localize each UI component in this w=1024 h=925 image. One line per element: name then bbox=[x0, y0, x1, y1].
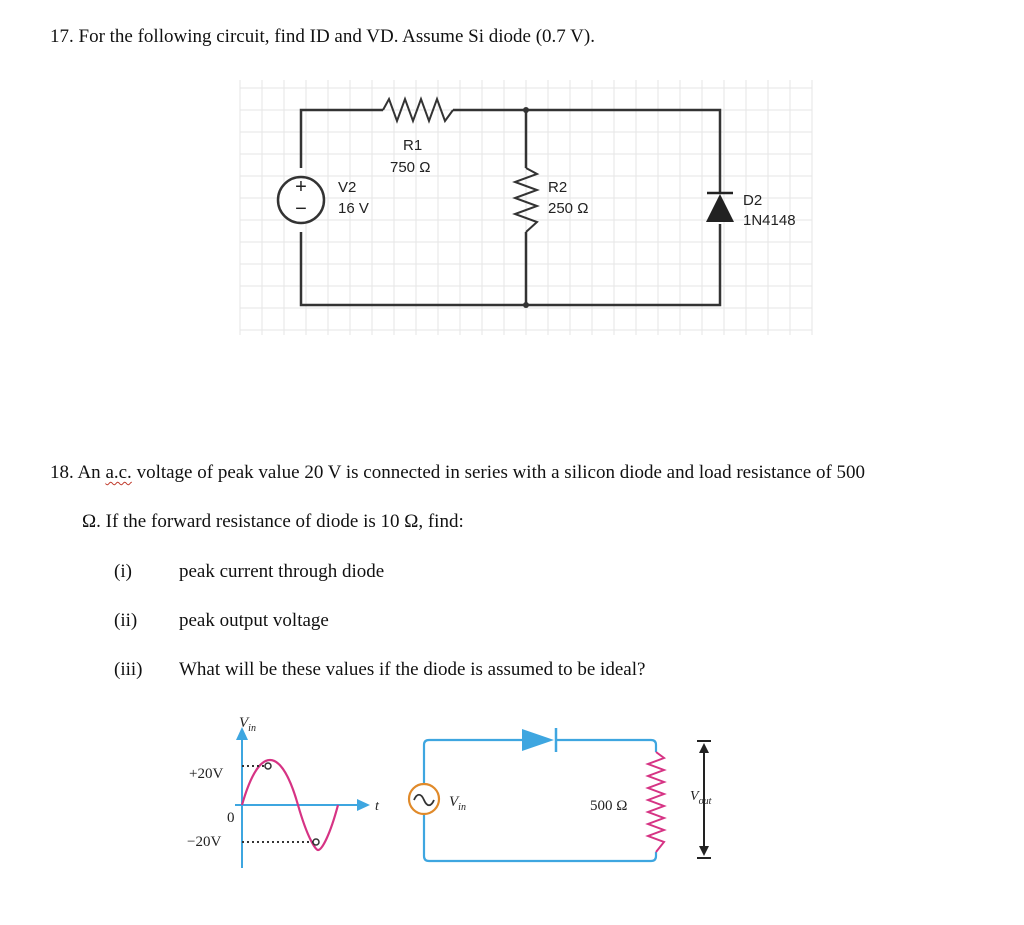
r2-name: R2 bbox=[548, 179, 568, 196]
trough-marker bbox=[313, 839, 319, 845]
vin-source-label: $V_{in}$ bbox=[449, 794, 466, 813]
r1-value: 750 Ω bbox=[390, 159, 431, 176]
vout-label: $V_{out}$ bbox=[690, 789, 712, 807]
r2-value: 250 Ω bbox=[548, 200, 589, 217]
q18-item-iii-num: (iii) bbox=[114, 659, 143, 680]
q18-item-iii-text: What will be these values if the diode is assumed to be ideal? bbox=[179, 659, 646, 680]
t-axis-arrow bbox=[357, 799, 370, 811]
plus-20v-label: +20V bbox=[189, 766, 224, 782]
d2-name: D2 bbox=[743, 192, 763, 209]
r1-name: R1 bbox=[403, 137, 423, 154]
v2-name: V2 bbox=[338, 179, 357, 196]
minus-20v-label: −20V bbox=[187, 834, 222, 850]
q18-ac-abbreviation: a.c. bbox=[105, 462, 132, 483]
vin-axis-label: $V_{in}$ bbox=[239, 715, 256, 734]
q18-line1-suffix: voltage of peak value 20 V is connected in series with a silicon diode and load resistance of 500 bbox=[131, 462, 866, 483]
q17-heading: 17. For the following circuit, find ID and VD. Assume Si diode (0.7 V). bbox=[50, 26, 595, 47]
load-resistance-label: 500 Ω bbox=[590, 798, 628, 814]
t-axis-label: t bbox=[375, 799, 379, 814]
v2-plus: + bbox=[295, 176, 307, 198]
q18-line2: Ω. If the forward resistance of diode is 10 Ω, find: bbox=[82, 511, 464, 532]
q18-item-ii-num: (ii) bbox=[114, 610, 138, 631]
q18-item-i-num: (i) bbox=[114, 561, 132, 582]
v2-minus: − bbox=[295, 198, 307, 220]
d2-model: 1N4148 bbox=[743, 212, 796, 229]
v2-value: 16 V bbox=[338, 200, 369, 217]
vout-arrow-bottom bbox=[699, 846, 709, 856]
load-resistor-symbol bbox=[648, 752, 664, 852]
vout-arrow-top bbox=[699, 743, 709, 753]
waveform-axes bbox=[235, 736, 362, 868]
diode-18-symbol bbox=[522, 728, 556, 752]
peak-marker bbox=[265, 763, 271, 769]
zero-label: 0 bbox=[227, 810, 235, 826]
q18-item-i-text: peak current through diode bbox=[179, 561, 385, 582]
q18-item-ii-text: peak output voltage bbox=[179, 610, 329, 631]
q18-line1-prefix: 18. An bbox=[50, 462, 106, 483]
